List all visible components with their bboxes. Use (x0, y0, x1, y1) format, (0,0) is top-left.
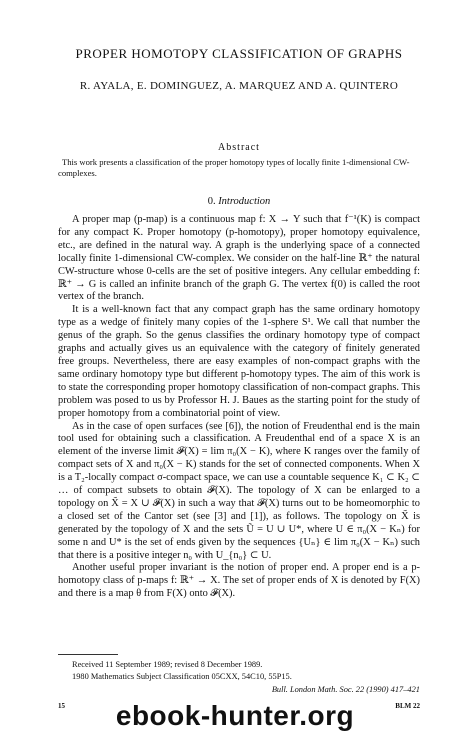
paragraph-2: It is a well-known fact that any compact graph has the same ordinary homotopy type as a wedge of finitely many copies of the 1-sphere S¹. We call that number the genus of the graph. So the genus classifies the ordinary homotopy type of compact graphs and actually gives us an equivalence with the category of finitely generated free groups. Nevertheless, there are easy examples of non-compact graphs with the same ordinary homotopy type but different p-homotopy types. The aim of this work is to state the corresponding proper homotopy classification of non-compact graphs. This problem was posed to us by Professor H. J. Baues as the starting point for the study of proper homotopy from a combinatorial point of view. (58, 304, 420, 419)
abstract-heading: Abstract (218, 142, 260, 153)
folio-left: 15 (58, 702, 65, 710)
watermark-text: ebook-hunter.org (115, 700, 355, 731)
footnote-rule (58, 654, 118, 655)
footnote-journal: Bull. London Math. Soc. 22 (1990) 417–421 (271, 685, 420, 694)
footnote-received: Received 11 September 1989; revised 8 December 1989. (72, 660, 263, 669)
paper-authors: R. AYALA, E. DOMINGUEZ, A. MARQUEZ AND A. QUINTERO (79, 80, 399, 92)
footnote-classification: 1980 Mathematics Subject Classification 05CXX, 54C10, 55P15. (72, 672, 292, 681)
section-title: Introduction (218, 196, 271, 207)
body-text (58, 214, 420, 601)
paragraph-4: Another useful proper invariant is the notion of proper end. A proper end is a p-homotopy class of p-maps f: ℝ⁺ → X. The set of proper ends of X is denoted by F(X) and there is a map θ from F(X) onto 𝓕(X). (58, 562, 420, 600)
section-heading (58, 196, 420, 207)
paper-title: PROPER HOMOTOPY CLASSIFICATION OF GRAPHS (75, 46, 403, 61)
paragraph-3: As in the case of open surfaces (see [6]), the notion of Freudenthal end is the main tool used for obtaining such a classification. A Freudenthal end of a space X is an element of the inverse limit 𝓕(X) = lim π₀(X − K), where K ranges over the family of compact sets of X and π₀(X − K) stands for the set of connected components. When X is a T₂-locally compact σ-compact space, we can use a countable sequence K₁ ⊂ K₂ ⊂ … of compact subsets to obtain 𝓕(X). The topology of X can be enlarged to a topology on X̃ = X ∪ 𝓕(X) in such a way that 𝓕(X) turns out to be homeomorphic to a closed set of the Cantor set (see [3] and [1]), as follows. The topology on X̃ is generated by the topology of X and the sets Ũ = U ∪ U*, where U ∈ π₀(X − Kₙ) for some n and U* is the set of ends given by the sequences {Uₙ} ∈ lim π₀(X − Kₙ) such that there is a positive integer n₀ with U_{n₀} ⊂ U. (58, 420, 420, 561)
folio-right: BLM 22 (395, 702, 420, 710)
abstract-text: This work presents a classification of the proper homotopy types of locally finite 1-dimensional CW-complexes. (58, 157, 410, 178)
section-number: 0. (207, 196, 216, 207)
paragraph-1: A proper map (p-map) is a continuous map f: X → Y such that f⁻¹(K) is compact for any compact K. Proper homotopy (p-homotopy), proper homotopy equivalence, etc., are defined in the natural way. A graph is the underlying space of a connected locally finite 1-dimensional CW-complex. We consider on the half-line ℝ⁺ the natural CW-structure whose 0-cells are the set of positive integers. Any cellular embedding f: ℝ⁺ → G is called an infinite branch of the graph G. The vertex f(0) is called the root vertex of the branch. (58, 214, 420, 303)
